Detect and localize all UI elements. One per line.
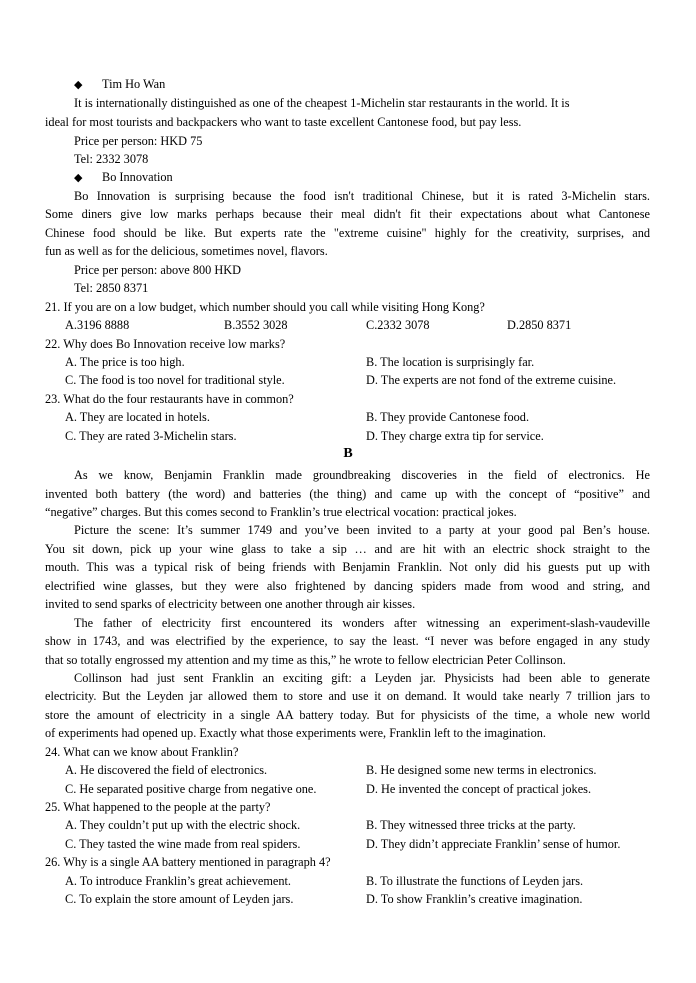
question-26-stem: 26. Why is a single AA battery mentioned in paragraph 4? (45, 855, 331, 869)
q22-option-b[interactable]: B. The location is surprisingly far. (366, 355, 535, 369)
q23-option-b[interactable]: B. They provide Cantonese food. (366, 410, 530, 424)
restaurant-heading-bo-innovation (74, 168, 173, 188)
passage-b-line: Picture the scene: It’s summer 1749 and you’ve been invited to a party at your good pal Ben’s house. (74, 523, 650, 537)
q21-option-b[interactable]: B.3552 3028 (224, 318, 288, 332)
restaurant-tel: Tel: 2332 3078 (74, 152, 149, 166)
restaurant-desc-line: Some diners give low marks perhaps because their meal didn't fit their expectations about what Cantonese (45, 207, 650, 221)
restaurant-desc-line: ideal for most tourists and backpackers who want to taste excellent Cantonese food, but pay less. (45, 115, 522, 129)
q24-option-a[interactable]: A. He discovered the field of electronics. (65, 763, 268, 777)
q24-option-d[interactable]: D. He invented the concept of practical jokes. (366, 782, 592, 796)
q26-option-c[interactable]: C. To explain the store amount of Leyden jars. (65, 892, 294, 906)
q22-option-c[interactable]: C. The food is too novel for traditional style. (65, 373, 285, 387)
section-heading-b: B (343, 446, 353, 461)
q21-option-c[interactable]: C.2332 3078 (366, 318, 430, 332)
restaurant-desc-line: Chinese food should be like. But experts rate the "extreme cuisine" highly for the creativity, surprises, and (45, 226, 650, 240)
q25-option-d[interactable]: D. They didn’t appreciate Franklin’ sense of humor. (366, 837, 621, 851)
restaurant-tel: Tel: 2850 8371 (74, 281, 149, 295)
restaurant-desc-line: It is internationally distinguished as one of the cheapest 1-Michelin star restaurants in the world. It is (74, 96, 570, 110)
q25-option-b[interactable]: B. They witnessed three tricks at the party. (366, 818, 576, 832)
q25-option-a[interactable]: A. They couldn’t put up with the electric shock. (65, 818, 301, 832)
q26-option-a[interactable]: A. To introduce Franklin’s great achievement. (65, 874, 291, 888)
diamond-bullet-icon: ◆ (74, 172, 83, 184)
passage-b-line: The father of electricity first encountered its wonders after witnessing an experiment-slash-vaudeville (74, 616, 650, 630)
restaurant-heading-tim-ho-wan (74, 75, 165, 95)
restaurant-name: Tim Ho Wan (102, 77, 166, 91)
q22-option-a[interactable]: A. The price is too high. (65, 355, 185, 369)
q22-option-d[interactable]: D. The experts are not fond of the extreme cuisine. (366, 373, 617, 387)
passage-b-line: invited to send sparks of electricity between one another through air kisses. (45, 597, 416, 611)
passage-b-line: mouth. This was a typical risk of being friends with Benjamin Franklin. Not only did his guests put up with (45, 560, 650, 574)
passage-b-line: As we know, Benjamin Franklin made groundbreaking discoveries in the field of electronics. He (74, 468, 650, 482)
question-21-stem: 21. If you are on a low budget, which number should you call while visiting Hong Kong? (45, 300, 485, 314)
restaurant-desc-line: Bo Innovation is surprising because the food isn't traditional Chinese, but it is rated 3-Michelin stars. (74, 189, 650, 203)
q24-option-c[interactable]: C. He separated positive charge from negative one. (65, 782, 317, 796)
passage-b-line: that so totally engrossed my attention and my time as this,” he wrote to fellow electrician Peter Collinson. (45, 653, 566, 667)
q21-option-d[interactable]: D.2850 8371 (507, 318, 572, 332)
q26-option-d[interactable]: D. To show Franklin’s creative imagination. (366, 892, 583, 906)
passage-b-line: Collinson had just sent Franklin an exciting gift: a Leyden jar. Physicists had been able to generate (74, 671, 650, 685)
q25-option-c[interactable]: C. They tasted the wine made from real spiders. (65, 837, 301, 851)
restaurant-price: Price per person: above 800 HKD (74, 263, 241, 277)
passage-b-line: store the amount of electricity in a single AA battery today. But for physicists of the time, a whole new world (45, 708, 650, 722)
restaurant-name: Bo Innovation (102, 170, 173, 184)
passage-b-line: of experiments had opened up. Exactly what those experiments were, Franklin left to the imagination. (45, 726, 546, 740)
q21-option-a[interactable]: A.3196 8888 (65, 318, 130, 332)
question-24-stem: 24. What can we know about Franklin? (45, 745, 239, 759)
question-22-stem: 22. Why does Bo Innovation receive low marks? (45, 337, 286, 351)
restaurant-desc-line: fun as well as for the delicious, sometimes novel, flavors. (45, 244, 328, 258)
passage-b-line: invented both battery (the word) and batteries (the thing) and came up with the concept of “positive” and (45, 487, 650, 501)
passage-b-line: “negative” charges. But this comes second to Franklin’s true electrical vocation: practical jokes. (45, 505, 517, 519)
q23-option-c[interactable]: C. They are rated 3-Michelin stars. (65, 429, 237, 443)
q26-option-b[interactable]: B. To illustrate the functions of Leyden jars. (366, 874, 584, 888)
q24-option-b[interactable]: B. He designed some new terms in electronics. (366, 763, 597, 777)
passage-b-line: electrified wine glasses, but they were also frightened by dancing spiders made from wood and string, and (45, 579, 650, 593)
question-23-stem: 23. What do the four restaurants have in common? (45, 392, 294, 406)
passage-b-line: You sit down, pick up your wine glass to take a sip … and are hit with an electric shock straight to the (45, 542, 650, 556)
q23-option-d[interactable]: D. They charge extra tip for service. (366, 429, 544, 443)
diamond-bullet-icon: ◆ (74, 79, 83, 91)
question-25-stem: 25. What happened to the people at the party? (45, 800, 271, 814)
restaurant-price: Price per person: HKD 75 (74, 134, 203, 148)
passage-b-line: electricity. But the Leyden jar allowed them to store and use it on demand. It would take nearly 7 trillion jars to (45, 689, 650, 703)
q23-option-a[interactable]: A. They are located in hotels. (65, 410, 210, 424)
passage-b-line: show in 1743, and was electrified by the experience, to say the least. “I never was before engaged in any study (45, 634, 650, 648)
